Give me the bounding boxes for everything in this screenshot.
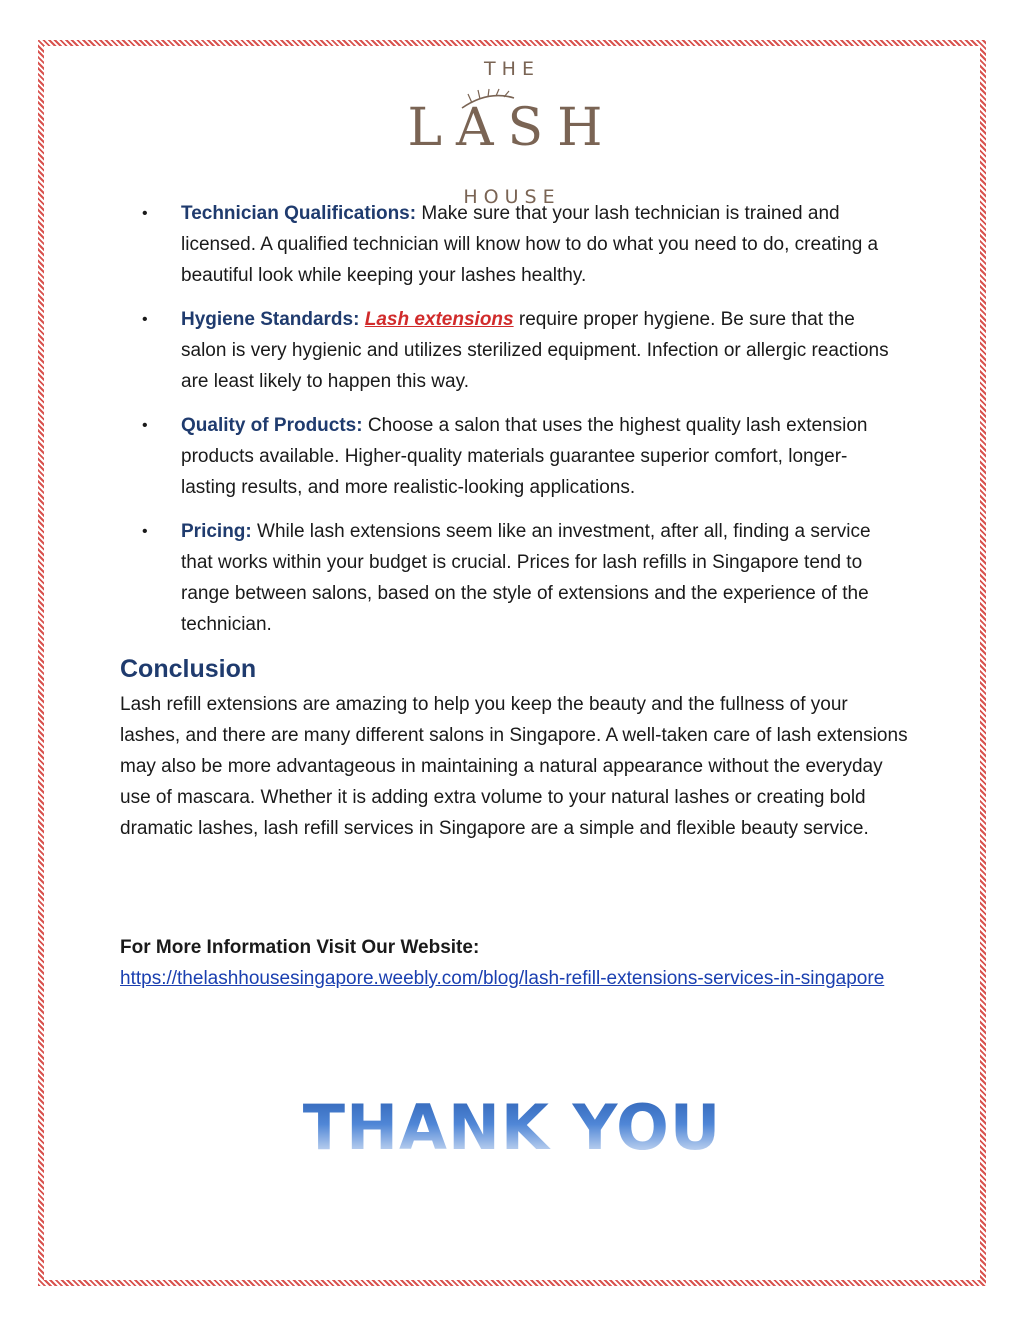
conclusion-heading: Conclusion [120, 655, 257, 683]
bullet-term: Pricing: [181, 521, 252, 542]
bullet-term: Quality of Products: [181, 415, 363, 436]
conclusion-paragraph: Lash refill extensions are amazing to help you keep the beauty and the fullness of your lashes, and there are many different salons in Singapore. A well-taken care of lash extensions may also be more advantageous in maintaining a natural appearance without the everyday use of mascara. Whether it is adding extra volume to your natural lashes or creating bold dramatic lashes, lash refill services in Singapore are a simple and flexible beauty service. [120, 694, 908, 839]
website-link[interactable]: https://thelashhousesingapore.weebly.com/blog/lash-refill-extensions-services-in-singapore [120, 968, 885, 989]
logo-lash [0, 98, 1024, 184]
tips-list [137, 198, 897, 653]
lash-extensions-link[interactable]: Lash extensions [364, 309, 514, 330]
more-info-label: For More Information Visit Our Website: [120, 937, 480, 958]
bullet-text: require proper hygiene. Be sure that the salon is very hygienic and utilizes sterilized equipment. Infection or allergic reactions are least likely to happen this way. [181, 309, 889, 392]
bullet-text: Choose a salon that uses the highest quality lash extension products available. Higher-quality materials guarantee superior comfort, longer-lasting results, and more realistic-looking applications. [181, 415, 868, 498]
bullet-icon: • [142, 523, 148, 540]
bullet-icon: • [142, 205, 148, 222]
bullet-text: Make sure that your lash technician is trained and licensed. A qualified technician will know how to do what you need to do, creating a beautiful look while keeping your lashes healthy. [181, 203, 879, 286]
bullet-icon: • [142, 311, 148, 328]
bullet-icon: • [142, 417, 148, 434]
list-item [137, 410, 897, 503]
bullet-term: Technician Qualifications: [181, 203, 417, 224]
lash-house-logo [0, 58, 1024, 208]
bullet-text: While lash extensions seem like an investment, after all, finding a service that works within your budget is crucial. Prices for lash refills in Singapore tend to range between salons, based on the style of extensions and the experience of the technician. [181, 521, 871, 635]
list-item [137, 516, 897, 640]
eyelash-icon [458, 88, 518, 112]
logo-lash-text: LASH [407, 98, 617, 158]
bullet-term: Hygiene Standards: [181, 309, 360, 330]
list-item [137, 304, 897, 397]
logo-house: HOUSE [463, 186, 561, 208]
thank-you-banner: THANK YOU [0, 1088, 1024, 1168]
list-item [137, 198, 897, 291]
logo-the: THE [484, 58, 540, 80]
